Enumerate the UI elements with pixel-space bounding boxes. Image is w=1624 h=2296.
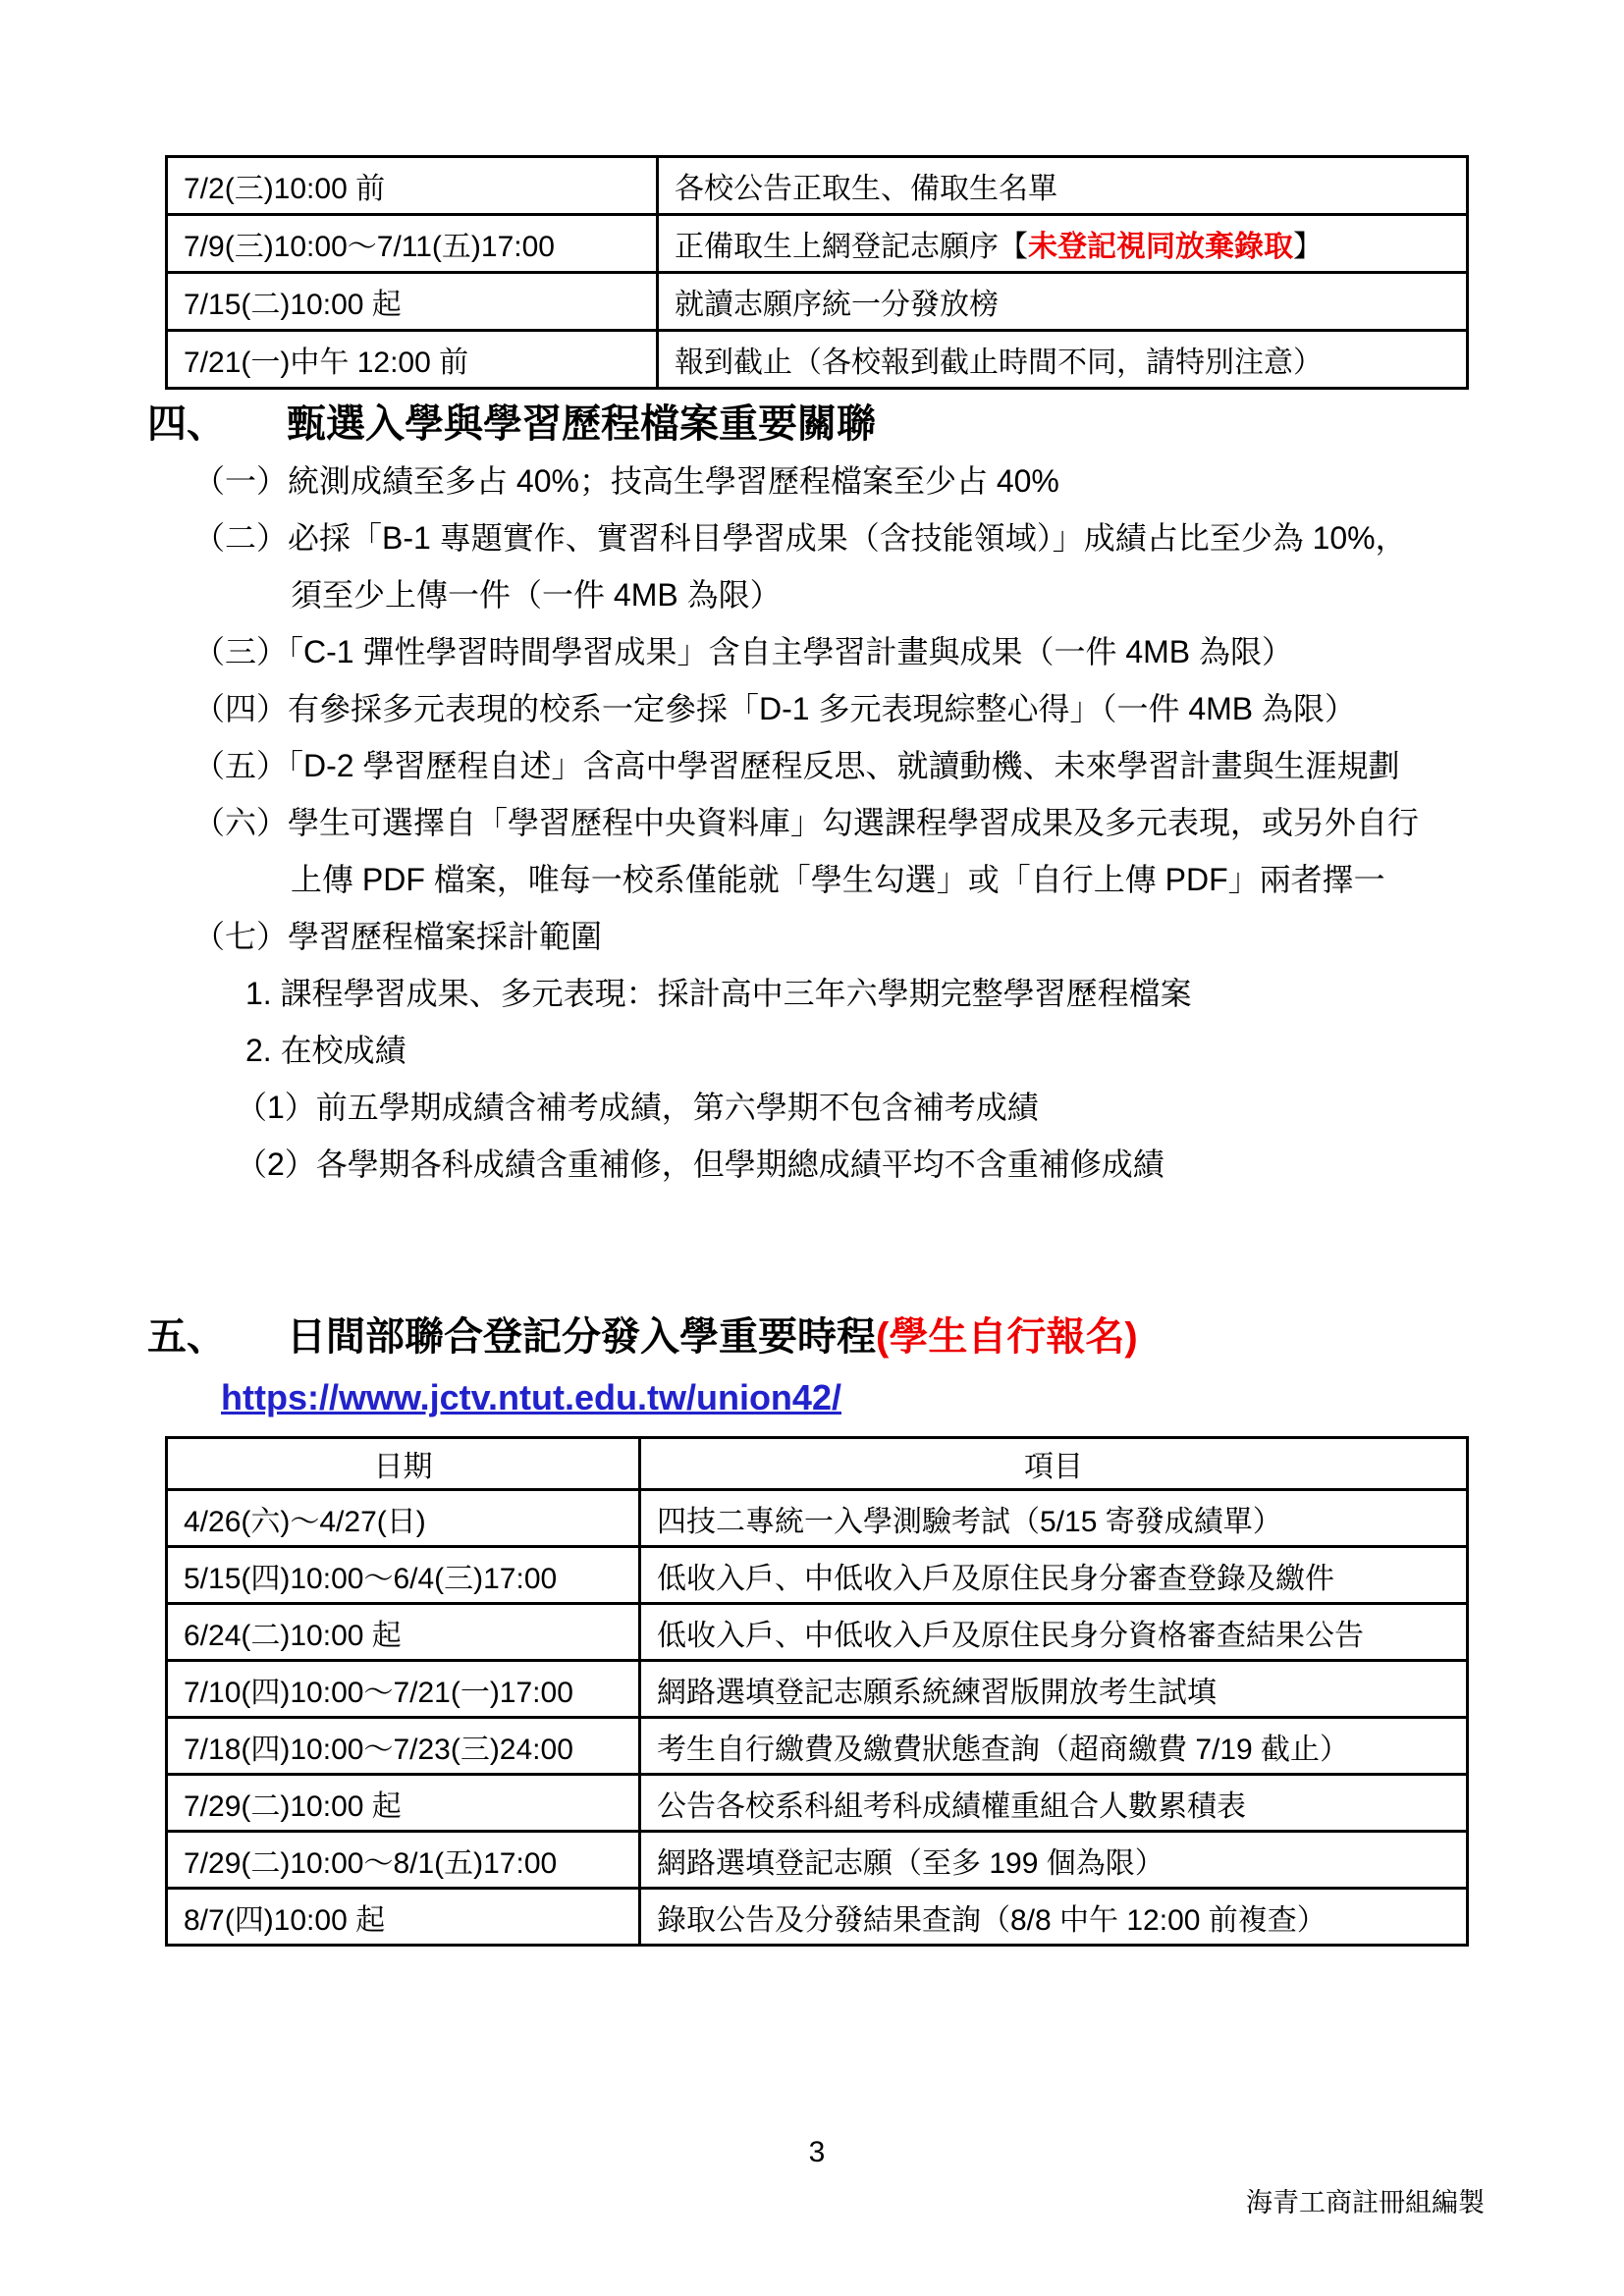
bracket-open: 【	[999, 231, 1028, 263]
item-cell: 低收入戶、中低收入戶及原住民身分資格審查結果公告	[640, 1604, 1468, 1661]
section4-number: 四、	[147, 402, 226, 446]
list-line: （四）有參採多元表現的校系一定參採「D-1 多元表現綜整心得」（一件 4MB 為限）	[193, 691, 1357, 726]
item-cell	[658, 215, 1468, 273]
date-cell: 5/15(四)10:00～6/4(三)17:00	[167, 1547, 640, 1604]
table-row	[167, 1718, 1468, 1775]
table-row	[167, 331, 1468, 389]
table-header-row	[167, 1438, 1468, 1490]
table-row	[167, 1604, 1468, 1661]
section5-heading	[147, 1313, 1138, 1361]
date-cell: 8/7(四)10:00 起	[167, 1889, 640, 1946]
date-cell: 7/9(三)10:00～7/11(五)17:00	[167, 215, 658, 273]
section5-number: 五、	[147, 1315, 226, 1359]
item-cell: 就讀志願序統一分發放榜	[658, 273, 1468, 331]
list-line: 1. 課程學習成果、多元表現：採計高中三年六學期完整學習歷程檔案	[245, 976, 1192, 1011]
item-cell: 低收入戶、中低收入戶及原住民身分審查登錄及繳件	[640, 1547, 1468, 1604]
date-cell: 4/26(六)～4/27(日)	[167, 1490, 640, 1547]
list-line: （七）學習歷程檔案採計範圍	[193, 919, 603, 954]
list-line: （五）「D-2 學習歷程自述」含高中學習歷程反思、就讀動機、未來學習計畫與生涯規劃	[193, 748, 1400, 783]
list-line: （1）前五學期成績含補考成績，第六學期不包含補考成績	[236, 1090, 1039, 1125]
bracket-close: 】	[1293, 231, 1323, 263]
table-row	[167, 1832, 1468, 1889]
section4-heading	[147, 400, 876, 448]
list-line: （二）必採「B-1 專題實作、實習科目學習成果（含技能領域）」成績占比至少為 10%，	[193, 520, 1407, 556]
table-row	[167, 273, 1468, 331]
section4-title: 甄選入學與學習歷程檔案重要關聯	[287, 402, 876, 446]
table-row	[167, 1547, 1468, 1604]
item-cell: 網路選填登記志願系統練習版開放考生試填	[640, 1661, 1468, 1718]
item-cell: 公告各校系科組考科成績權重組合人數累積表	[640, 1775, 1468, 1832]
date-cell: 7/29(二)10:00 起	[167, 1775, 640, 1832]
list-line: 上傳 PDF 檔案，唯每一校系僅能就「學生勾選」或「自行上傳 PDF」兩者擇一	[291, 862, 1385, 897]
table-row	[167, 1775, 1468, 1832]
item-cell: 網路選填登記志願（至多 199 個為限）	[640, 1832, 1468, 1889]
section5-title: 日間部聯合登記分發入學重要時程	[287, 1315, 876, 1359]
list-line: 須至少上傳一件（一件 4MB 為限）	[291, 577, 782, 613]
section5-title-red: (學生自行報名)	[876, 1315, 1138, 1359]
item-cell: 考生自行繳費及繳費狀態查詢（超商繳費 7/19 截止）	[640, 1718, 1468, 1775]
table-row	[167, 1490, 1468, 1547]
union42-link[interactable]: https://www.jctv.ntut.edu.tw/union42/	[221, 1377, 841, 1417]
table-row	[167, 215, 1468, 273]
list-line: （一）統測成績至多占 40%；技高生學習歷程檔案至少占 40%	[193, 463, 1059, 499]
item-cell: 報到截止（各校報到截止時間不同，請特別注意）	[658, 331, 1468, 389]
date-cell: 7/21(一)中午 12:00 前	[167, 331, 658, 389]
item-cell: 錄取公告及分發結果查詢（8/8 中午 12:00 前複查）	[640, 1889, 1468, 1946]
section4-list	[0, 453, 1624, 1193]
table-row	[167, 1889, 1468, 1946]
list-line: （三）「C-1 彈性學習時間學習成果」含自主學習計畫與成果（一件 4MB 為限）	[193, 634, 1294, 669]
item-cell: 四技二專統一入學測驗考試（5/15 寄發成績單）	[640, 1490, 1468, 1547]
date-cell: 7/15(二)10:00 起	[167, 273, 658, 331]
page-number: 3	[808, 2136, 826, 2168]
item-cell: 各校公告正取生、備取生名單	[658, 157, 1468, 215]
table-row	[167, 1661, 1468, 1718]
alert-text: 未登記視同放棄錄取	[1028, 231, 1293, 263]
bottom-schedule-table	[165, 1436, 1469, 1947]
top-schedule-table	[165, 155, 1469, 390]
table-row	[167, 157, 1468, 215]
date-cell: 6/24(二)10:00 起	[167, 1604, 640, 1661]
list-line: （2）各學期各科成績含重補修，但學期總成績平均不含重補修成績	[236, 1147, 1164, 1182]
date-cell: 7/2(三)10:00 前	[167, 157, 658, 215]
date-cell: 7/29(二)10:00～8/1(五)17:00	[167, 1832, 640, 1889]
date-cell: 7/10(四)10:00～7/21(一)17:00	[167, 1661, 640, 1718]
item-header: 項目	[640, 1438, 1468, 1490]
list-line: 2. 在校成績	[245, 1033, 406, 1068]
url-line	[221, 1377, 841, 1418]
date-header: 日期	[167, 1438, 640, 1490]
date-cell: 7/18(四)10:00～7/23(三)24:00	[167, 1718, 640, 1775]
item-text: 正備取生上網登記志願序	[675, 231, 999, 263]
footer-credit: 海青工商註冊組編製	[1246, 2188, 1485, 2217]
list-line: （六）學生可選擇自「學習歷程中央資料庫」勾選課程學習成果及多元表現，或另外自行	[193, 805, 1420, 840]
